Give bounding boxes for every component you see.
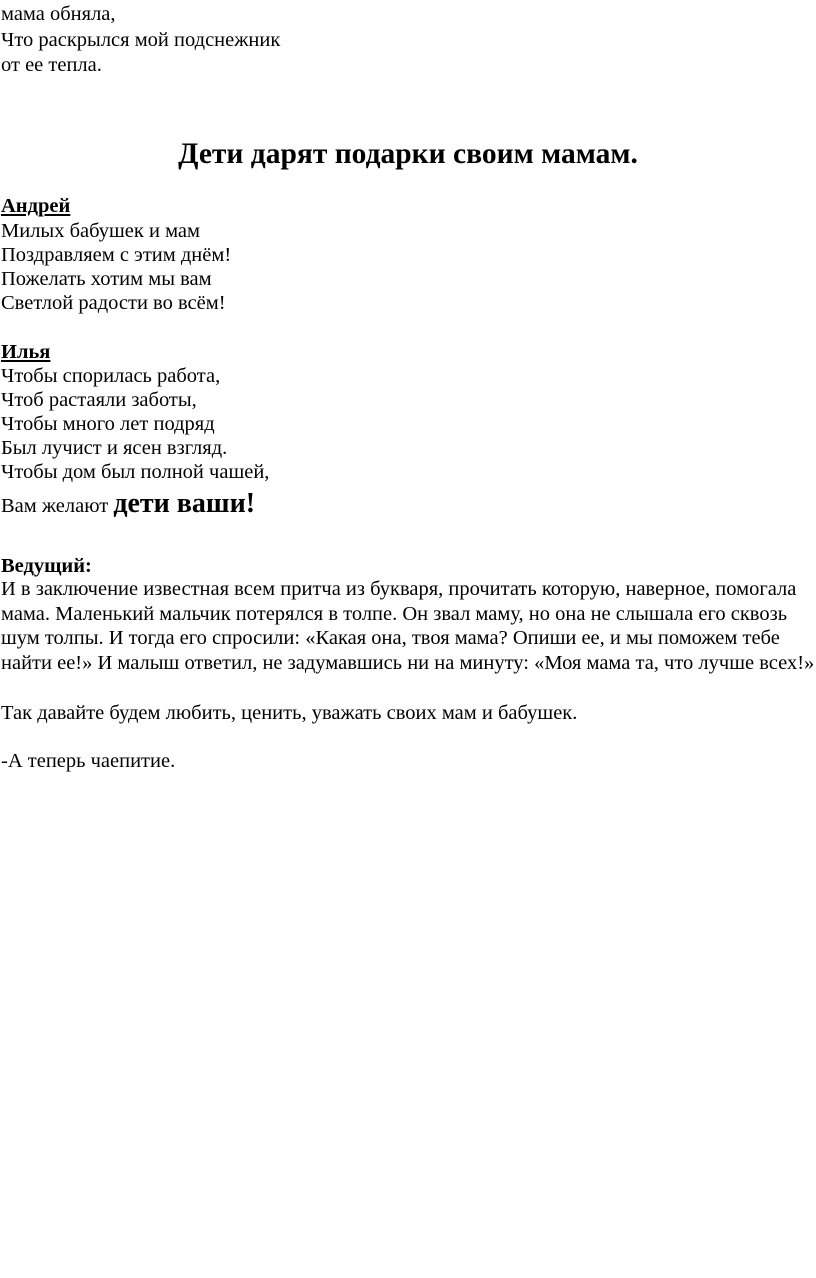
host-paragraph: И в заключение известная всем притча из букваря, прочитать которую, наверное, помогала мама. Маленький мальчик потерялся в толпе. Он звал маму, но она не слышала его сквозь шум толпы. И тогда его спросили: «Какая она, твоя мама? Опиши ее, и мы поможем тебе найти ее!» И малыш ответил, не задумавшись ни на минуту: «Моя мама та, что лучше всех!» [1,578,815,674]
intro-line-2: Что раскрылся мой подснежник [1,29,281,51]
host-label: Ведущий: [1,555,92,577]
ilya-last-line [1,488,255,522]
ilya-line-4: Был лучист и ясен взгляд. [1,437,228,459]
ilya-line-1: Чтобы спорилась работа, [1,365,221,387]
speaker-ilya: Илья [1,341,51,363]
andrey-line-3: Пожелать хотим мы вам [1,268,212,290]
host-closing: Так давайте будем любить, ценить, уважать своих мам и бабушек. [1,702,578,724]
ilya-last-line-start: Вам желают [1,495,114,517]
intro-line-1: мама обняла, [1,3,116,25]
andrey-line-4: Светлой радости во всём! [1,292,226,314]
section-title: Дети дарят подарки своим мамам. [178,138,638,170]
ilya-last-line-emphasis: дети ваши! [113,488,256,519]
andrey-line-2: Поздравляем с этим днём! [1,244,232,266]
andrey-line-1: Милых бабушек и мам [1,220,200,242]
host-tea: -А теперь чаепитие. [1,750,176,772]
speaker-andrey: Андрей [1,195,71,217]
intro-line-3: от ее тепла. [1,54,102,76]
ilya-line-3: Чтобы много лет подряд [1,413,215,435]
ilya-line-5: Чтобы дом был полной чашей, [1,461,270,483]
ilya-line-2: Чтоб растаяли заботы, [1,389,197,411]
